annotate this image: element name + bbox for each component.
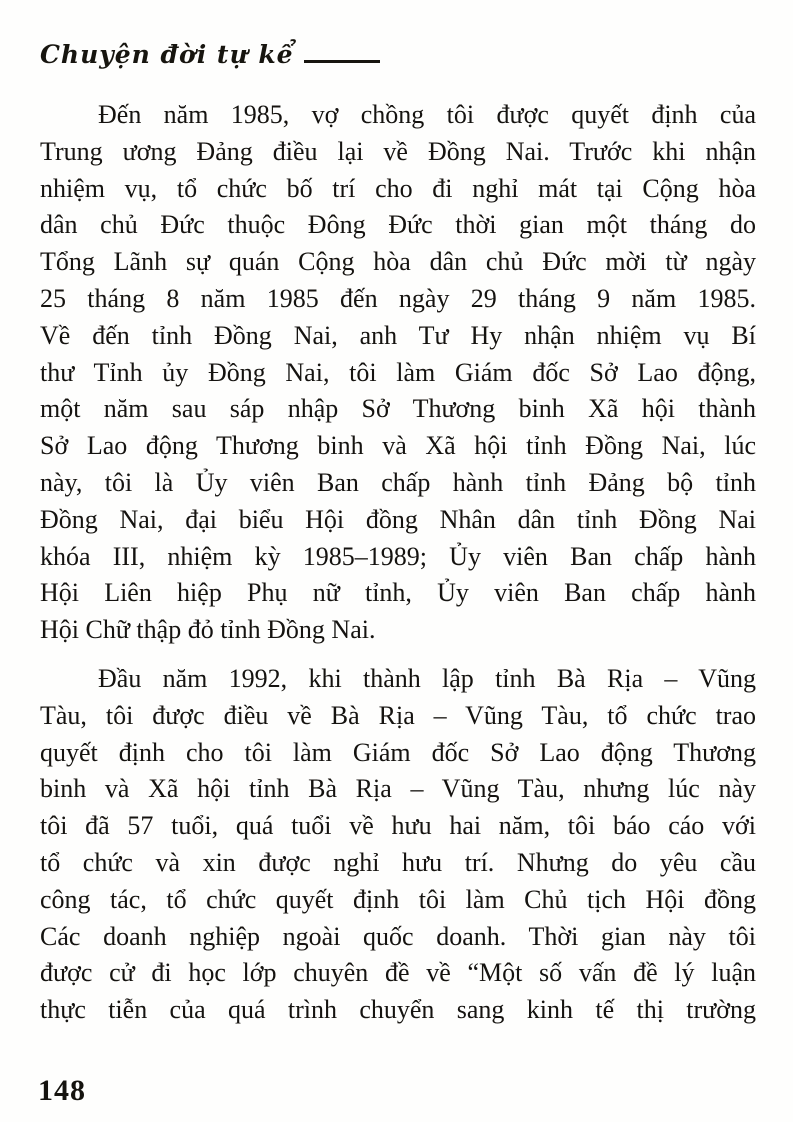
paragraph [40, 97, 756, 649]
text-line: Trung ương Đảng điều lại về Đồng Nai. Trước khi nhận [40, 136, 756, 166]
text-line: 25 tháng 8 năm 1985 đến ngày 29 tháng 9 năm 1985. [40, 283, 756, 313]
text-line: Đến năm 1985, vợ chồng tôi được quyết định của [98, 100, 756, 129]
text-line: Hội Chữ thập đỏ tỉnh Đồng Nai. [40, 615, 376, 645]
running-header [40, 40, 380, 69]
text-line: Đầu năm 1992, khi thành lập tỉnh Bà Rịa – Vũng [98, 663, 756, 693]
text-line: Tàu, tôi được điều về Bà Rịa – Vũng Tàu, tổ chức trao [40, 700, 756, 730]
text-line: Sở Lao động Thương binh và Xã hội tỉnh Đồng Nai, lúc [40, 431, 756, 461]
text-line: tôi đã 57 tuổi, quá tuổi về hưu hai năm, tôi báo cáo với [40, 811, 756, 841]
text-line: Tổng Lãnh sự quán Cộng hòa dân chủ Đức mời từ ngày [40, 247, 756, 277]
page-number: 148 [38, 1074, 86, 1107]
text-line: Đồng Nai, đại biểu Hội đồng Nhân dân tỉnh Đồng Nai [40, 504, 756, 534]
text-line: nhiệm vụ, tổ chức bố trí cho đi nghỉ mát tại Cộng hòa [40, 173, 756, 203]
text-line: được cử đi học lớp chuyên đề về “Một số vấn đề lý luận [40, 958, 756, 988]
running-header-title: Chuyện đời tự kể [40, 40, 294, 69]
header-rule [304, 40, 380, 63]
text-line: này, tôi là Ủy viên Ban chấp hành tỉnh Đảng bộ tỉnh [40, 467, 756, 497]
text-line: quyết định cho tôi làm Giám đốc Sở Lao động Thương [40, 737, 756, 767]
text-line: Hội Liên hiệp Phụ nữ tỉnh, Ủy viên Ban chấp hành [40, 578, 756, 608]
text-line: Các doanh nghiệp ngoài quốc doanh. Thời gian này tôi [40, 921, 756, 951]
text-line: một năm sau sáp nhập Sở Thương binh Xã hội thành [40, 394, 756, 424]
page-body [40, 97, 756, 1029]
text-line: công tác, tổ chức quyết định tôi làm Chủ tịch Hội đồng [40, 884, 756, 914]
text-line: khóa III, nhiệm kỳ 1985–1989; Ủy viên Ban chấp hành [40, 541, 756, 571]
paragraph [40, 661, 756, 1029]
text-line: binh và Xã hội tỉnh Bà Rịa – Vũng Tàu, nhưng lúc này [40, 774, 756, 804]
text-line: tổ chức và xin được nghỉ hưu trí. Nhưng do yêu cầu [40, 847, 756, 877]
text-line: thư Tỉnh ủy Đồng Nai, tôi làm Giám đốc Sở Lao động, [40, 357, 756, 387]
text-line: dân chủ Đức thuộc Đông Đức thời gian một tháng do [40, 210, 756, 240]
text-line: thực tiễn của quá trình chuyển sang kinh tế thị trường [40, 995, 756, 1025]
text-line: Về đến tỉnh Đồng Nai, anh Tư Hy nhận nhiệm vụ Bí [40, 320, 756, 350]
